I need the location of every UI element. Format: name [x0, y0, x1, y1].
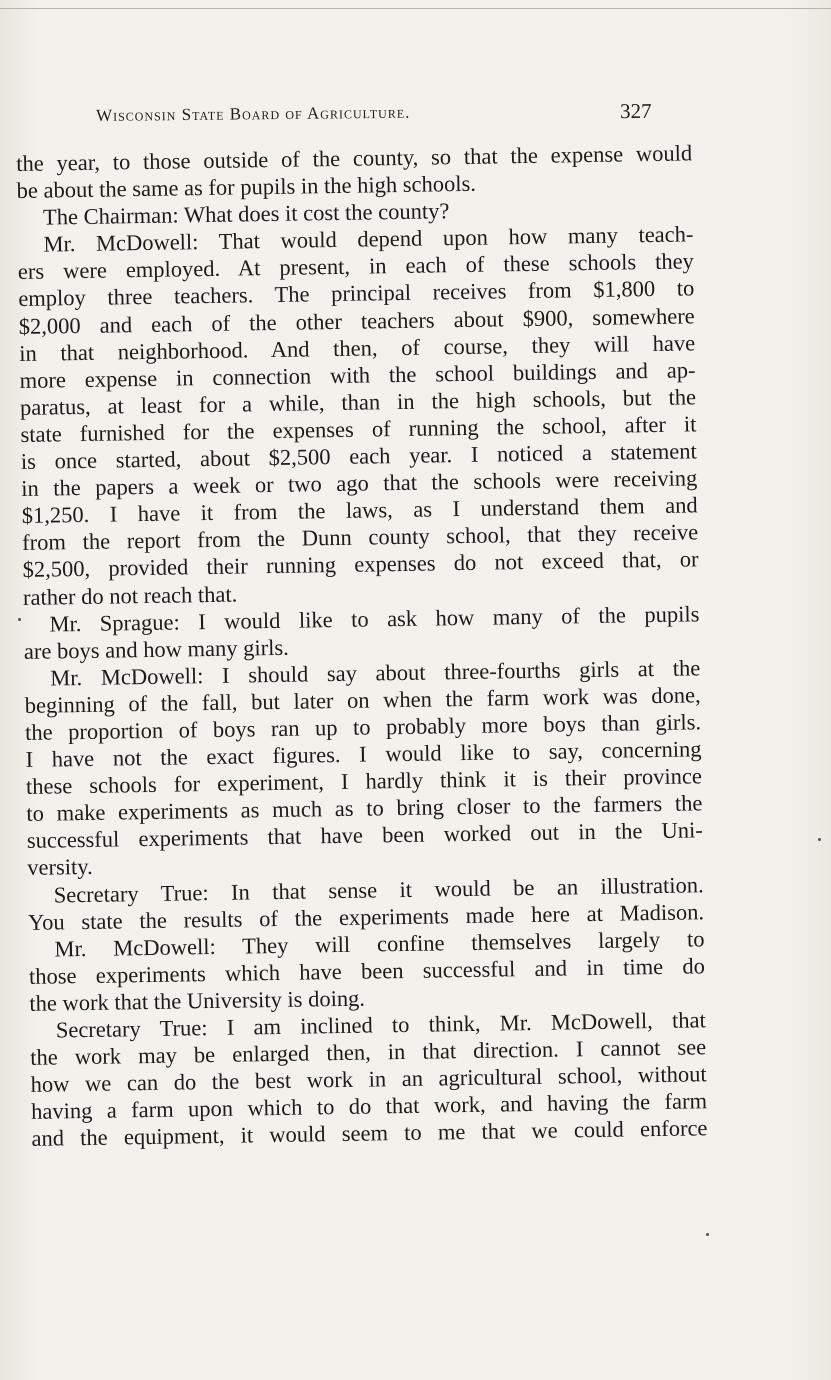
text-line: more expense in connection with the school buildings and ap-	[19, 357, 696, 393]
text-line: $2,500, provided their running expenses do not exceed that, or	[22, 546, 699, 583]
text-line: to make experiments as much as to bring closer to the farmers the	[26, 790, 703, 827]
text-line: be about the same as for pupils in the high schools.	[16, 170, 477, 204]
text-line: beginning of the fall, but later on when the farm work was done,	[24, 682, 701, 718]
text-line: these schools for experiment, I hardly think it is their province	[25, 763, 703, 800]
text-line: paratus, at least for a while, than in the high schools, but the	[19, 384, 697, 420]
page-number: 327	[619, 98, 652, 124]
text-line: The Chairman: What does it cost the county?	[42, 198, 450, 230]
text-line: employ three teachers. The principal receives from $1,800 to	[18, 275, 695, 312]
text-line: are boys and how many girls.	[23, 634, 289, 664]
text-line: in that neighborhood. And then, of course, they will have	[18, 330, 696, 366]
print-speck	[706, 1233, 709, 1236]
print-speck	[18, 618, 21, 621]
text-line: Mr. McDowell: I should say about three-fourths girls at the	[50, 655, 701, 691]
text-line: is once started, about $2,500 each year. I noticed a statement	[20, 438, 698, 474]
text-line: Mr. McDowell: That would depend upon how many teach-	[43, 221, 694, 257]
text-line: the work may be enlarged then, in that direction. I cannot see	[30, 1034, 707, 1070]
text-line: having a farm upon which to do that work, and having the farm	[30, 1088, 708, 1125]
text-line: I have not the exact figures. I would like to say, concerning	[25, 736, 702, 772]
text-line: those experiments which have been successful and in time do	[28, 953, 706, 989]
text-line: successful experiments that have been worked out in the Uni-	[26, 817, 703, 854]
page-top-edge	[0, 0, 831, 9]
text-line: Secretary True: I am inclined to think, Mr. McDowell, that	[55, 1007, 706, 1043]
text-line: in the papers a week or two ago that the schools were receiving	[21, 465, 698, 502]
text-line: the proportion of boys ran up to probably more boys than girls.	[24, 709, 702, 745]
text-line: the work that the University is doing.	[29, 985, 366, 1016]
text-line: how we can do the best work in an agricultural school, without	[30, 1061, 707, 1098]
text-line: the year, to those outside of the county, so that the expense would	[16, 140, 693, 176]
text-line: from the report from the Dunn county school, that they receive	[21, 519, 699, 556]
print-speck	[818, 838, 821, 841]
text-line: Mr. McDowell: They will confine themselves largely to	[54, 926, 705, 962]
text-line: and the equipment, it would seem to me that we could enforce	[31, 1115, 708, 1152]
text-line: rather do not reach that.	[22, 581, 238, 610]
text-line: You state the results of the experiments made here at Madison.	[27, 898, 705, 935]
text-line: versity.	[27, 854, 93, 881]
body-text-block	[16, 139, 708, 1152]
text-line: $1,250. I have it from the laws, as I understand them and	[21, 492, 698, 529]
text-line: Mr. Sprague: I would like to ask how many of the pupils	[49, 600, 700, 637]
text-line: $2,000 and each of the other teachers about $900, somewhere	[18, 302, 695, 339]
text-line: ers were employed. At present, in each of these schools they	[17, 248, 695, 285]
text-line: Secretary True: In that sense it would be an illustration.	[53, 871, 704, 908]
running-head-title: Wisconsin State Board of Agriculture.	[95, 102, 411, 125]
text-line: state furnished for the expenses of running the school, after it	[20, 411, 697, 447]
